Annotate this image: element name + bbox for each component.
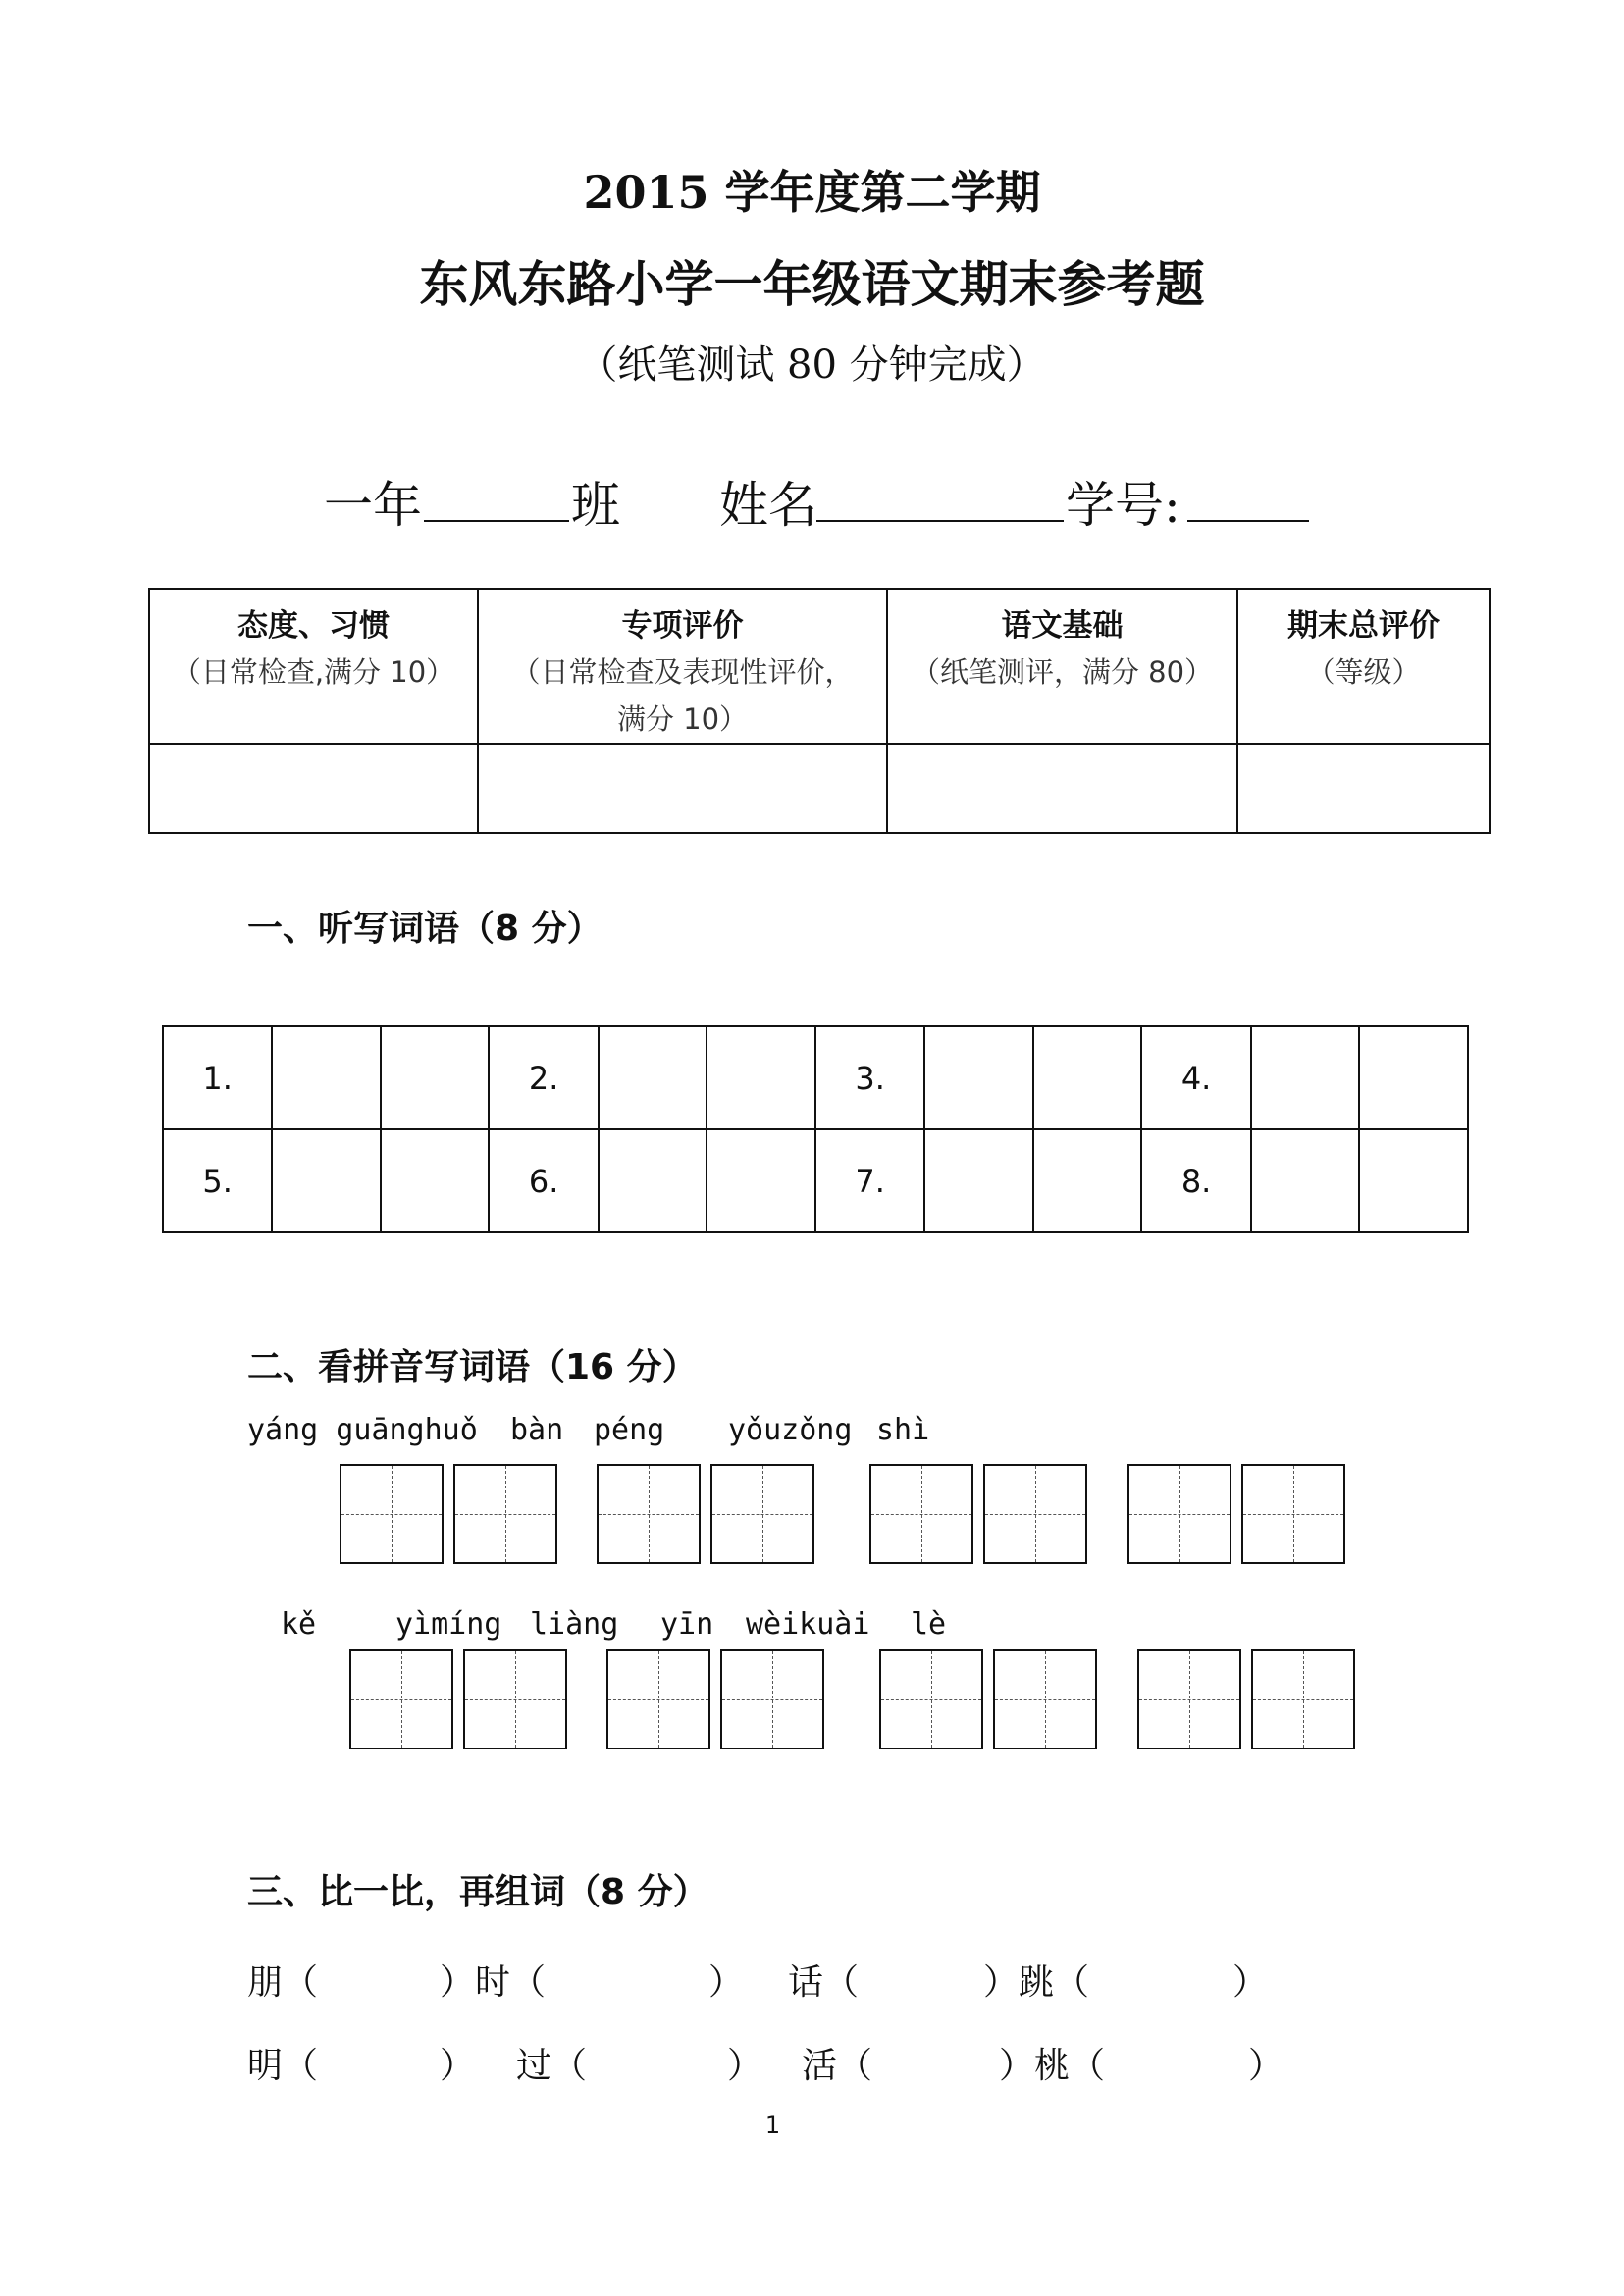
- pinyin-prompt: péng: [594, 1413, 665, 1447]
- dictation-cell[interactable]: [1251, 1129, 1360, 1232]
- dictation-number: 6.: [489, 1129, 598, 1232]
- dictation-cell[interactable]: [272, 1129, 381, 1232]
- dictation-number: 3.: [815, 1026, 924, 1129]
- dictation-cell[interactable]: [1033, 1026, 1142, 1129]
- pinyin-prompt: yáng guānghuǒ: [247, 1413, 478, 1447]
- compare-item: ）时（: [440, 1962, 547, 2003]
- compare-item: ）跳（: [983, 1962, 1090, 2003]
- grade-label: 一年: [324, 477, 422, 534]
- compare-item: 过（: [516, 2046, 588, 2086]
- name-label: 姓名: [719, 477, 817, 534]
- student-number-label: 学号:: [1066, 477, 1180, 534]
- eval-header-special: 专项评价 （日常检查及表现性评价， 满分 10）: [478, 589, 887, 744]
- compare-item: ）: [1232, 1962, 1269, 2003]
- tianzige-box[interactable]: [453, 1464, 557, 1564]
- tianzige-box[interactable]: [1251, 1649, 1355, 1749]
- tianzige-box[interactable]: [597, 1464, 701, 1564]
- dictation-cell[interactable]: [381, 1026, 490, 1129]
- section2-title: 二、看拼音写词语（16 分）: [247, 1347, 698, 1387]
- tianzige-box[interactable]: [340, 1464, 444, 1564]
- evaluation-table: [148, 588, 1491, 834]
- dictation-number: 1.: [163, 1026, 272, 1129]
- class-blank[interactable]: [424, 520, 569, 522]
- dictation-cell[interactable]: [707, 1026, 815, 1129]
- compare-item: 活（: [802, 2046, 873, 2086]
- eval-cell-basics[interactable]: [887, 744, 1237, 833]
- pinyin-prompt: shì: [876, 1413, 930, 1447]
- tianzige-box[interactable]: [710, 1464, 814, 1564]
- exam-subtitle-duration: （纸笔测试 80 分钟完成）: [578, 342, 1046, 388]
- dictation-cell[interactable]: [381, 1129, 490, 1232]
- tianzige-box[interactable]: [869, 1464, 973, 1564]
- tianzige-box[interactable]: [720, 1649, 824, 1749]
- compare-item: 话（: [788, 1962, 860, 2003]
- page-number: 1: [764, 2112, 781, 2139]
- exam-title-school: 东风东路小学一年级语文期末参考题: [419, 255, 1205, 313]
- tianzige-box[interactable]: [606, 1649, 710, 1749]
- pinyin-prompt: lè: [911, 1607, 947, 1642]
- pinyin-prompt: liàng: [530, 1607, 619, 1642]
- dictation-cell[interactable]: [924, 1026, 1033, 1129]
- class-label: 班: [571, 477, 620, 534]
- pinyin-prompt: wèikuài: [746, 1607, 870, 1642]
- name-blank[interactable]: [816, 520, 1064, 522]
- pinyin-prompt: bàn: [510, 1413, 564, 1447]
- eval-cell-final[interactable]: [1237, 744, 1490, 833]
- compare-item: ）: [727, 2046, 763, 2086]
- dictation-cell[interactable]: [707, 1129, 815, 1232]
- pinyin-prompt: yǒuzǒng: [728, 1413, 853, 1447]
- tianzige-box[interactable]: [1127, 1464, 1231, 1564]
- compare-item: ）: [440, 2046, 476, 2086]
- exam-title-term: 2015 学年度第二学期: [583, 166, 1041, 219]
- pinyin-prompt: yīn: [660, 1607, 714, 1642]
- dictation-cell[interactable]: [1251, 1026, 1360, 1129]
- eval-header-final: 期末总评价 （等级）: [1237, 589, 1490, 744]
- tianzige-box[interactable]: [463, 1649, 567, 1749]
- dictation-number: 2.: [489, 1026, 598, 1129]
- dictation-number: 8.: [1141, 1129, 1250, 1232]
- section1-title: 一、听写词语（8 分）: [247, 909, 602, 949]
- dictation-number: 5.: [163, 1129, 272, 1232]
- tianzige-box[interactable]: [349, 1649, 453, 1749]
- section3-title: 三、比一比，再组词（8 分）: [247, 1872, 708, 1912]
- dictation-cell[interactable]: [924, 1129, 1033, 1232]
- compare-item: ）: [708, 1962, 745, 2003]
- dictation-cell[interactable]: [599, 1026, 707, 1129]
- tianzige-box[interactable]: [879, 1649, 983, 1749]
- compare-item: ）: [1248, 2046, 1284, 2086]
- dictation-cell[interactable]: [272, 1026, 381, 1129]
- dictation-cell[interactable]: [1359, 1026, 1468, 1129]
- eval-cell-special[interactable]: [478, 744, 887, 833]
- dictation-number: 4.: [1141, 1026, 1250, 1129]
- dictation-grid: [162, 1025, 1469, 1233]
- pinyin-prompt: kě: [281, 1607, 317, 1642]
- tianzige-box[interactable]: [1241, 1464, 1345, 1564]
- dictation-cell[interactable]: [1033, 1129, 1142, 1232]
- student-number-blank[interactable]: [1187, 520, 1309, 522]
- dictation-cell[interactable]: [1359, 1129, 1468, 1232]
- eval-cell-attitude[interactable]: [149, 744, 478, 833]
- eval-header-basics: 语文基础 （纸笔测评，满分 80）: [887, 589, 1237, 744]
- tianzige-box[interactable]: [983, 1464, 1087, 1564]
- eval-header-attitude: 态度、习惯 （日常检查,满分 10）: [149, 589, 478, 744]
- compare-item: ）桃（: [999, 2046, 1106, 2086]
- pinyin-prompt: yìmíng: [395, 1607, 502, 1642]
- tianzige-box[interactable]: [1137, 1649, 1241, 1749]
- compare-item: 明（: [247, 2046, 319, 2086]
- compare-item: 朋（: [247, 1962, 319, 2003]
- tianzige-box[interactable]: [993, 1649, 1097, 1749]
- dictation-number: 7.: [815, 1129, 924, 1232]
- dictation-cell[interactable]: [599, 1129, 707, 1232]
